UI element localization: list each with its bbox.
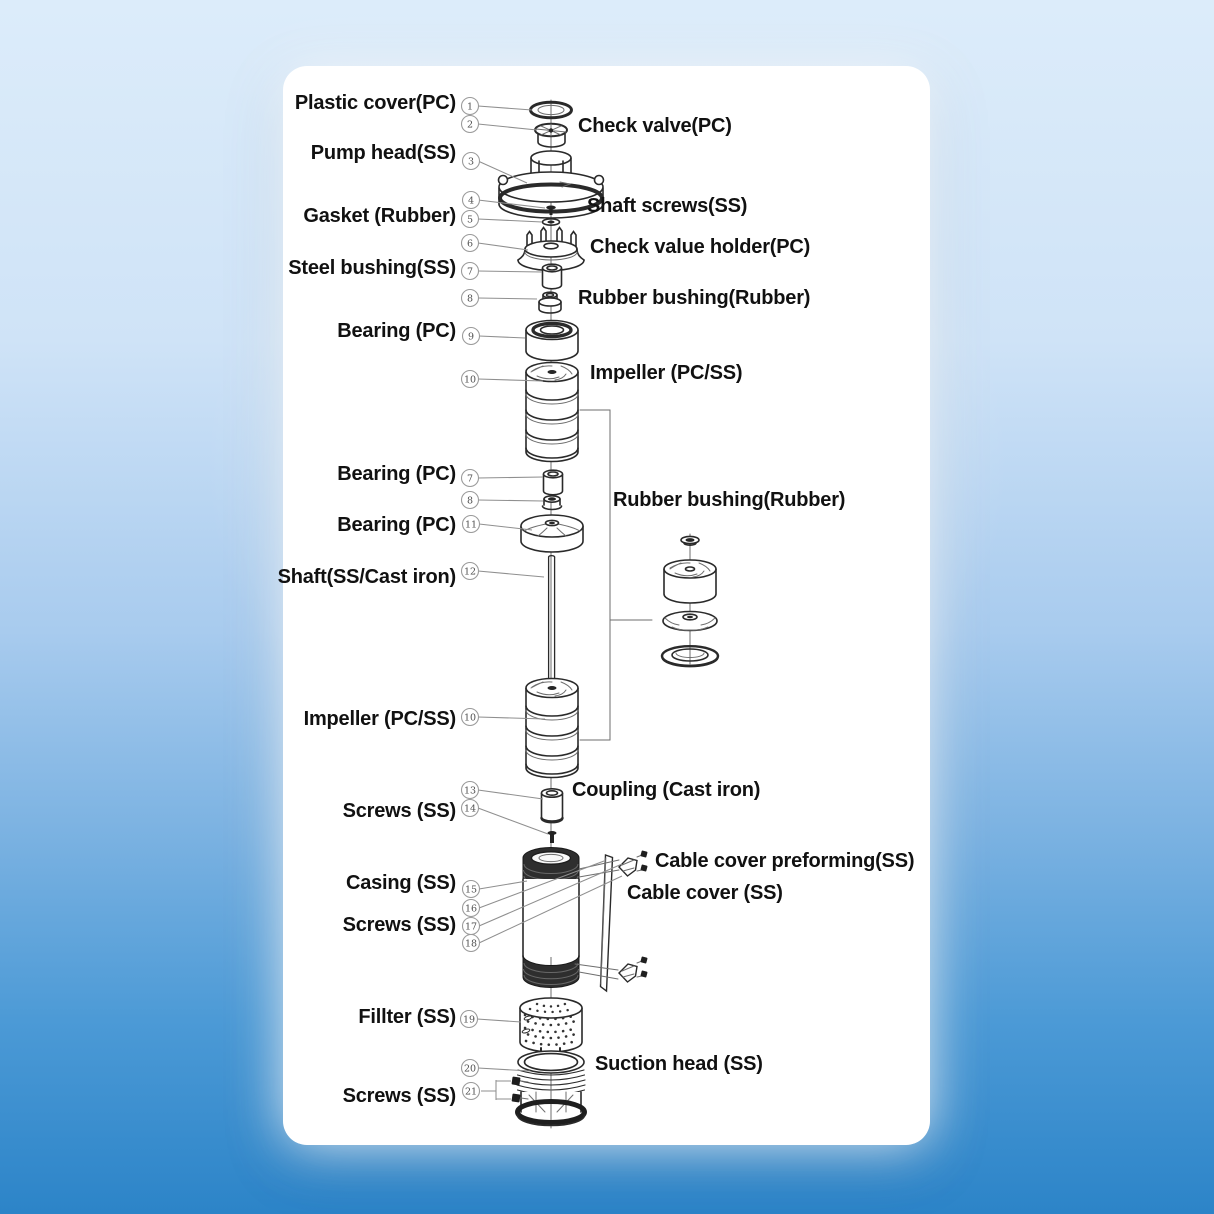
svg-text:2: 2 bbox=[466, 119, 474, 131]
svg-text:1: 1 bbox=[466, 101, 474, 113]
bearing-11-drawing bbox=[521, 515, 583, 552]
impeller-bottom-drawing bbox=[526, 679, 578, 778]
fillter-drawing bbox=[520, 998, 582, 1052]
svg-text:20: 20 bbox=[463, 1063, 477, 1075]
callout-10b bbox=[462, 709, 479, 726]
svg-text:8: 8 bbox=[466, 293, 474, 305]
label-screws-17: Screws (SS) bbox=[342, 914, 456, 936]
callout-10 bbox=[462, 371, 479, 388]
svg-text:19: 19 bbox=[462, 1014, 476, 1026]
callout-6 bbox=[462, 235, 479, 252]
cable-clip-bottom-drawing bbox=[575, 956, 648, 982]
label-shaft-screws: Shaft screws(SS) bbox=[587, 195, 748, 217]
label-suction-head: Suction head (SS) bbox=[595, 1053, 763, 1075]
callout-18 bbox=[463, 935, 480, 952]
rubber-bushing-8b-drawing bbox=[543, 496, 562, 510]
svg-text:8: 8 bbox=[466, 495, 474, 507]
reference-bracket-lines bbox=[580, 410, 652, 740]
callout-7b bbox=[462, 470, 479, 487]
cable-clip-top-drawing bbox=[579, 850, 648, 877]
callout-5 bbox=[462, 211, 479, 228]
label-cable-cover-preforming: Cable cover preforming(SS) bbox=[655, 850, 915, 872]
callout-2 bbox=[462, 116, 479, 133]
callout-14 bbox=[462, 800, 479, 817]
bearing-9-drawing bbox=[526, 321, 578, 361]
label-fillter: Fillter (SS) bbox=[358, 1006, 456, 1028]
shaft-drawing bbox=[549, 556, 555, 689]
label-bearing-9: Bearing (PC) bbox=[337, 320, 456, 342]
svg-text:4: 4 bbox=[467, 195, 475, 207]
label-steel-bushing: Steel bushing(SS) bbox=[288, 257, 456, 279]
label-pump-head: Pump head(SS) bbox=[310, 142, 456, 164]
label-shaft: Shaft(SS/Cast iron) bbox=[277, 566, 456, 588]
callout-15 bbox=[463, 881, 480, 898]
svg-text:16: 16 bbox=[464, 903, 478, 915]
callout-21 bbox=[463, 1083, 480, 1100]
label-rubber-bushing-8: Rubber bushing(Rubber) bbox=[578, 287, 811, 309]
bearing-7-drawing bbox=[544, 470, 563, 495]
svg-text:10: 10 bbox=[463, 374, 477, 386]
svg-text:7: 7 bbox=[466, 473, 474, 485]
svg-text:3: 3 bbox=[467, 156, 475, 168]
svg-text:5: 5 bbox=[466, 214, 474, 226]
label-gasket: Gasket (Rubber) bbox=[303, 205, 456, 227]
svg-text:7: 7 bbox=[466, 266, 474, 278]
label-cable-cover: Cable cover (SS) bbox=[627, 882, 783, 904]
svg-text:14: 14 bbox=[463, 803, 477, 815]
rubber-bushing-8-drawing bbox=[539, 292, 561, 313]
svg-text:13: 13 bbox=[463, 785, 477, 797]
callout-9 bbox=[463, 328, 480, 345]
label-plastic-cover: Plastic cover(PC) bbox=[294, 92, 456, 114]
callout-20 bbox=[462, 1060, 479, 1077]
svg-text:21: 21 bbox=[464, 1086, 478, 1098]
callout-8b bbox=[462, 492, 479, 509]
callout-13 bbox=[462, 782, 479, 799]
side-assembly-drawing bbox=[662, 534, 718, 666]
impeller-top-drawing bbox=[526, 363, 578, 462]
svg-text:18: 18 bbox=[464, 938, 478, 950]
callout-19 bbox=[461, 1011, 478, 1028]
label-impeller-top: Impeller (PC/SS) bbox=[590, 362, 743, 384]
label-screws-14: Screws (SS) bbox=[342, 800, 456, 822]
casing-drawing bbox=[523, 848, 579, 988]
label-bearing-7: Bearing (PC) bbox=[337, 463, 456, 485]
callout-1 bbox=[462, 98, 479, 115]
svg-text:11: 11 bbox=[464, 519, 478, 531]
callout-16 bbox=[463, 900, 480, 917]
svg-text:6: 6 bbox=[466, 238, 474, 250]
coupling-drawing bbox=[542, 789, 563, 822]
callout-11 bbox=[463, 516, 480, 533]
steel-bushing-drawing bbox=[543, 264, 562, 289]
callout-4 bbox=[463, 192, 480, 209]
label-screws-21: Screws (SS) bbox=[342, 1085, 456, 1107]
label-check-valve: Check valve(PC) bbox=[578, 115, 732, 137]
label-coupling: Coupling (Cast iron) bbox=[572, 779, 761, 801]
label-casing: Casing (SS) bbox=[345, 872, 456, 894]
label-rubber-bushing-side: Rubber bushing(Rubber) bbox=[613, 489, 846, 511]
svg-text:17: 17 bbox=[464, 921, 478, 933]
callout-7 bbox=[462, 263, 479, 280]
label-bearing-11: Bearing (PC) bbox=[337, 514, 456, 536]
screw-14-drawing bbox=[548, 831, 557, 843]
svg-text:9: 9 bbox=[467, 331, 475, 343]
label-impeller-bottom: Impeller (PC/SS) bbox=[303, 708, 456, 730]
svg-text:15: 15 bbox=[464, 884, 478, 896]
svg-text:10: 10 bbox=[463, 712, 477, 724]
svg-text:12: 12 bbox=[463, 566, 477, 578]
label-check-value-holder: Check value holder(PC) bbox=[590, 236, 811, 258]
callout-17 bbox=[463, 918, 480, 935]
callout-12 bbox=[462, 563, 479, 580]
callout-3 bbox=[463, 153, 480, 170]
callout-8 bbox=[462, 290, 479, 307]
cable-cover-drawing bbox=[601, 855, 613, 991]
